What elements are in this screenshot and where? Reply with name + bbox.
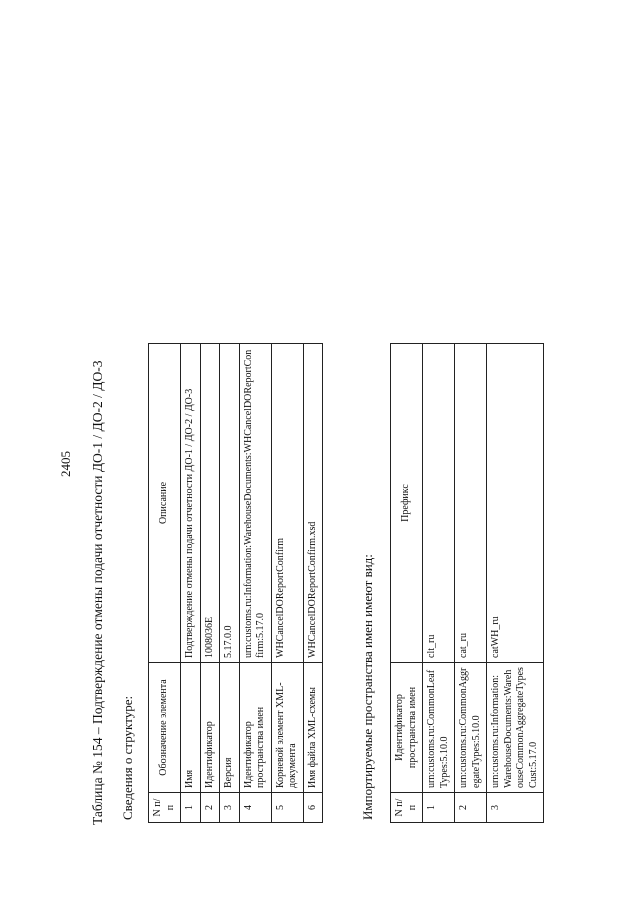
row-description: 5.17.0.0 [220,344,240,663]
row-number: 3 [220,793,240,823]
row-element: Идентификатор пространства имен [239,663,271,793]
structure-table [148,343,323,823]
table-row [181,344,201,823]
row-number: 1 [423,793,455,823]
row-namespace: urn:customs.ru:CommonAggregateTypes:5.10.0 [455,663,487,793]
table-header-row [391,344,423,823]
row-number: 5 [271,793,303,823]
header-description: Описание [149,344,181,663]
table-row [455,344,487,823]
table-header-row [149,344,181,823]
row-description: WHCancelDOReportConfirm [271,344,303,663]
table-row [423,344,455,823]
table-row [239,344,271,823]
header-number: N п/п [149,793,181,823]
row-element: Корневой элемент XML-документа [271,663,303,793]
row-number: 1 [181,793,201,823]
row-prefix: clt_ru [423,344,455,663]
table-caption: Таблица № 154 – Подтверждение отмены подачи отчетности ДО-1 / ДО-2 / ДО-3 [90,360,105,825]
row-description: urn:customs.ru:Information:WarehouseDocuments:WHCancelDORepоrtConfirm:5.17.0 [239,344,271,663]
structure-title: Сведения о структуре: [120,695,135,820]
row-description: 1008036E [200,344,220,663]
namespaces-table [390,343,544,823]
header-namespace: Идентификатор пространства имен [391,663,423,793]
row-element: Имя [181,663,201,793]
row-number: 6 [303,793,323,823]
row-number: 2 [455,793,487,823]
table-row [220,344,240,823]
namespaces-title: Импортируемые пространства имен имеют вид: [360,554,375,820]
header-prefix: Префикс [391,344,423,663]
row-number: 3 [487,793,544,823]
table-row [200,344,220,823]
row-namespace: urn:customs.ru:Information:WarehouseDocuments:WarehouseCommonAggregateTypesCust:5.17.0 [487,663,544,793]
table-row [271,344,303,823]
rotated-document-page [0,65,640,905]
row-prefix: catWH_ru [487,344,544,663]
row-number: 4 [239,793,271,823]
row-element: Версия [220,663,240,793]
table-row [487,344,544,823]
row-element: Имя файла XML-схемы [303,663,323,793]
page-number: 2405 [58,451,73,477]
row-namespace: urn:customs.ru:CommonLeafTypes:5.10.0 [423,663,455,793]
row-element: Идентификатор [200,663,220,793]
header-number: N п/п [391,793,423,823]
header-element: Обозначение элемента [149,663,181,793]
table-row [303,344,323,823]
row-description: WHCancelDOReportConfirm.xsd [303,344,323,663]
row-prefix: cat_ru [455,344,487,663]
row-description: Подтверждение отмены подачи отчетности ДО-1 / ДО-2 / ДО-3 [181,344,201,663]
row-number: 2 [200,793,220,823]
